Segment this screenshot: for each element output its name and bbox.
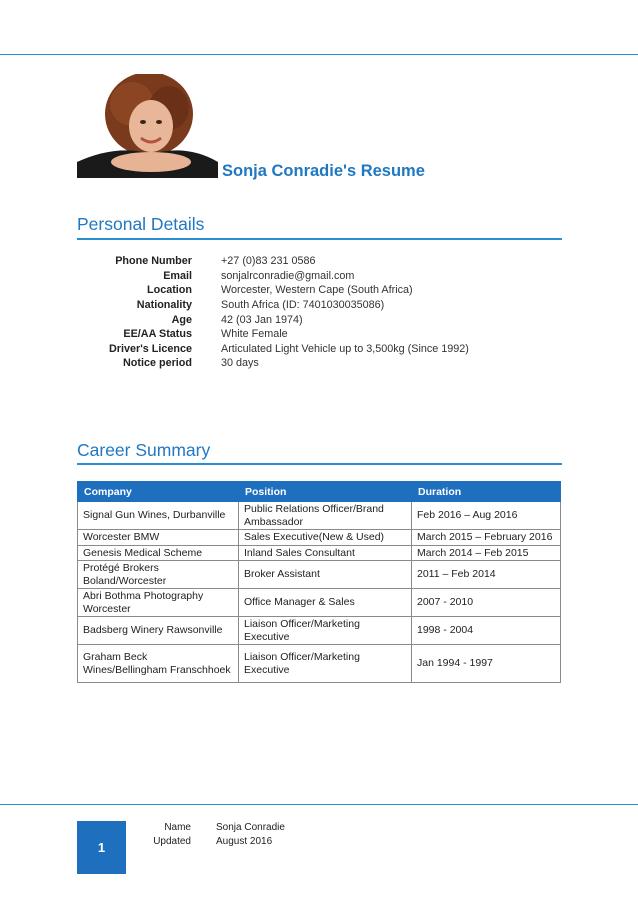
detail-label: Email <box>163 269 192 282</box>
cell-company: Signal Gun Wines, Durbanville <box>78 502 239 530</box>
cell-company: Protégé Brokers Boland/Worcester <box>78 561 239 589</box>
detail-value: 30 days <box>221 357 259 370</box>
detail-row-drivers-licence <box>77 342 469 357</box>
cell-duration: March 2014 – Feb 2015 <box>412 545 561 561</box>
detail-label: Notice period <box>123 357 192 370</box>
detail-row-phone <box>77 254 469 269</box>
footer-name-label: Name <box>164 822 191 833</box>
table-row <box>78 530 561 546</box>
detail-row-age <box>77 312 469 327</box>
cell-company: Graham Beck Wines/Bellingham Franschhoek <box>78 645 239 683</box>
cell-position: Broker Assistant <box>239 561 412 589</box>
cell-company: Worcester BMW <box>78 530 239 546</box>
cell-position: Public Relations Officer/Brand Ambassador <box>239 502 412 530</box>
detail-label: Age <box>171 313 192 326</box>
detail-row-notice-period <box>77 356 469 371</box>
cell-duration: Jan 1994 - 1997 <box>412 645 561 683</box>
page-number: 1 <box>97 840 106 855</box>
career-table <box>77 481 561 683</box>
detail-value: South Africa (ID: 7401030035086) <box>221 299 385 312</box>
detail-label: Phone Number <box>115 255 192 268</box>
cell-position: Sales Executive(New & Used) <box>239 530 412 546</box>
cell-position: Liaison Officer/Marketing Executive <box>239 645 412 683</box>
cell-duration: 2011 – Feb 2014 <box>412 561 561 589</box>
profile-photo <box>77 74 218 178</box>
table-row <box>78 617 561 645</box>
detail-row-location <box>77 283 469 298</box>
table-row <box>78 502 561 530</box>
table-row <box>78 645 561 683</box>
footer-name-row <box>140 822 285 836</box>
detail-label: Nationality <box>136 299 192 312</box>
detail-value: Worcester, Western Cape (South Africa) <box>221 284 413 297</box>
detail-value: sonjalrconradie@gmail.com <box>221 269 355 282</box>
detail-label: Location <box>147 284 192 297</box>
cell-position: Inland Sales Consultant <box>239 545 412 561</box>
detail-value: White Female <box>221 328 288 341</box>
cell-position: Office Manager & Sales <box>239 589 412 617</box>
cell-duration: 2007 - 2010 <box>412 589 561 617</box>
personal-details-divider <box>77 238 562 240</box>
cell-duration: 1998 - 2004 <box>412 617 561 645</box>
column-header-position: Position <box>239 482 412 502</box>
detail-value: 42 (03 Jan 1974) <box>221 313 303 326</box>
detail-label: EE/AA Status <box>123 328 192 341</box>
footer-divider <box>0 804 638 805</box>
detail-row-email <box>77 269 469 284</box>
personal-details-list <box>77 254 469 371</box>
career-summary-heading: Career Summary <box>77 440 211 460</box>
detail-row-eeaa-status <box>77 327 469 342</box>
cell-company: Abri Bothma Photography Worcester <box>78 589 239 617</box>
resume-title: Sonja Conradie's Resume <box>222 162 425 180</box>
cell-company: Genesis Medical Scheme <box>78 545 239 561</box>
cell-company: Badsberg Winery Rawsonville <box>78 617 239 645</box>
header-divider <box>0 54 638 55</box>
table-row <box>78 589 561 617</box>
footer-updated-label: Updated <box>153 836 191 847</box>
page-number-badge <box>77 821 126 874</box>
footer-updated-value: August 2016 <box>216 836 273 847</box>
personal-details-heading: Personal Details <box>77 214 205 234</box>
footer-name-value: Sonja Conradie <box>216 822 285 833</box>
table-header-row <box>78 482 561 502</box>
career-summary-divider <box>77 463 562 465</box>
footer-info <box>140 822 285 850</box>
detail-value: Articulated Light Vehicle up to 3,500kg (Since 1992) <box>221 342 469 355</box>
cell-position: Liaison Officer/Marketing Executive <box>239 617 412 645</box>
cell-duration: March 2015 – February 2016 <box>412 530 561 546</box>
cell-duration: Feb 2016 – Aug 2016 <box>412 502 561 530</box>
detail-value: +27 (0)83 231 0586 <box>221 255 316 268</box>
footer-updated-row <box>140 836 285 850</box>
table-row <box>78 545 561 561</box>
column-header-company: Company <box>78 482 239 502</box>
detail-row-nationality <box>77 298 469 313</box>
detail-label: Driver's Licence <box>109 342 192 355</box>
table-row <box>78 561 561 589</box>
column-header-duration: Duration <box>412 482 561 502</box>
